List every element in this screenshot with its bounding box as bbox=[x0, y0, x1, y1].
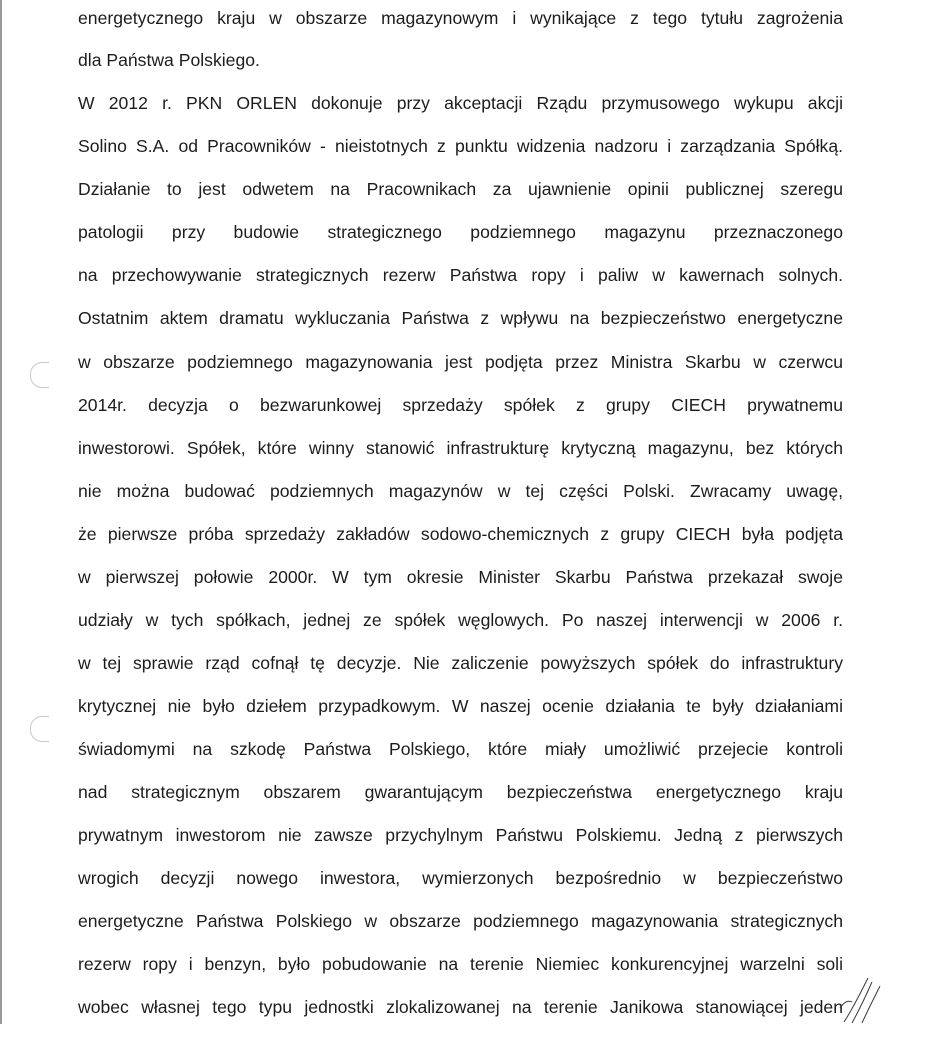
text-line: patologii przy budowie strategicznego podziemnego magazynu przeznaczonego bbox=[78, 222, 843, 242]
text-line: rezerw ropy i benzyn, było pobudowanie na terenie Niemiec konkurencyjnej warzelni soli bbox=[78, 954, 843, 974]
text-line: energetyczne Państwa Polskiego w obszarze podziemnego magazynowania strategicznych bbox=[78, 911, 843, 931]
text-line: Solino S.A. od Pracowników - nieistotnych z punktu widzenia nadzoru i zarządzania Spółką. bbox=[78, 136, 843, 156]
text-line: w tej sprawie rząd cofnął tę decyzje. Nie zaliczenie powyższych spółek do infrastruktury bbox=[78, 653, 843, 673]
handwritten-initials-mark bbox=[838, 972, 888, 1024]
text-line: na przechowywanie strategicznych rezerw Państwa ropy i paliw w kawernach solnych. bbox=[78, 265, 843, 285]
text-line: dla Państwa Polskiego. bbox=[78, 50, 260, 70]
text-line: 2014r. decyzja o bezwarunkowej sprzedaży spółek z grupy CIECH prywatnemu bbox=[78, 395, 843, 415]
text-line: że pierwsze próba sprzedaży zakładów sodowo-chemicznych z grupy CIECH była podjęta bbox=[78, 524, 843, 544]
text-line: nad strategicznym obszarem gwarantującym bezpieczeństwa energetycznego kraju bbox=[78, 782, 843, 802]
text-line: nie można budować podziemnych magazynów w tej części Polski. Zwracamy uwagę, bbox=[78, 481, 843, 501]
text-line: inwestorowi. Spółek, które winny stanowić infrastrukturę krytyczną magazynu, bez których bbox=[78, 438, 843, 458]
text-line: wrogich decyzji nowego inwestora, wymierzonych bezpośrednio w bezpieczeństwo bbox=[78, 868, 843, 888]
text-line: W 2012 r. PKN ORLEN dokonuje przy akceptacji Rządu przymusowego wykupu akcji bbox=[78, 93, 843, 113]
page-left-edge bbox=[0, 0, 2, 1024]
text-line: w pierwszej połowie 2000r. W tym okresie Minister Skarbu Państwa przekazał swoje bbox=[78, 567, 843, 587]
text-line: Ostatnim aktem dramatu wykluczania Państwa z wpływu na bezpieczeństwo energetyczne bbox=[78, 308, 843, 328]
text-line: świadomymi na szkodę Państwa Polskiego, które miały umożliwić przejecie kontroli bbox=[78, 739, 843, 759]
punch-hole-mark bbox=[30, 716, 49, 742]
text-line: krytycznej nie było dziełem przypadkowym. W naszej ocenie działania te były działaniami bbox=[78, 696, 843, 716]
text-line: prywatnym inwestorom nie zawsze przychylnym Państwu Polskiemu. Jedną z pierwszych bbox=[78, 825, 843, 845]
text-line: Działanie to jest odwetem na Pracownikach za ujawnienie opinii publicznej szeregu bbox=[78, 179, 843, 199]
text-line: udziały w tych spółkach, jednej ze spółek węglowych. Po naszej interwencji w 2006 r. bbox=[78, 610, 843, 630]
text-line: w obszarze podziemnego magazynowania jest podjęta przez Ministra Skarbu w czerwcu bbox=[78, 352, 843, 372]
text-line: wobec własnej tego typu jednostki zlokalizowanej na terenie Janikowa stanowiącej jeden bbox=[78, 997, 843, 1017]
punch-hole-mark bbox=[30, 362, 49, 388]
text-line: energetycznego kraju w obszarze magazynowym i wynikające z tego tytułu zagrożenia bbox=[78, 8, 843, 28]
